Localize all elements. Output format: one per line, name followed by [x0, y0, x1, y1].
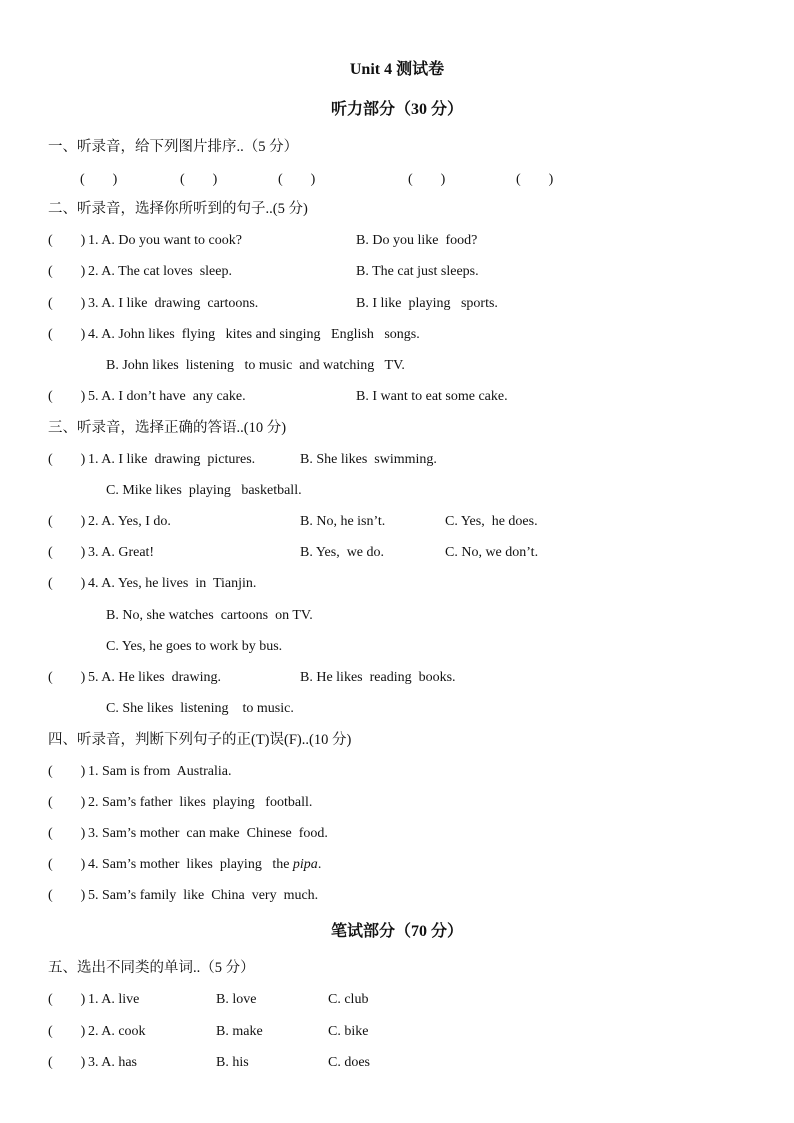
answer-blank[interactable]: ( )	[48, 296, 86, 311]
answer-blank[interactable]: ( )	[408, 172, 446, 187]
question-option-a: 4. A. John likes flying kites and singing English songs.	[88, 327, 420, 342]
question-option-a: 2. A. Yes, I do.	[88, 514, 171, 529]
question-option-b: B. his	[216, 1055, 249, 1070]
part1-heading: 一、听录音，给下列图片排序..（5 分）	[48, 139, 299, 155]
question-option-a: 1. A. Do you want to cook?	[88, 233, 242, 248]
question-option-a: 3. A. has	[88, 1055, 137, 1070]
question-option-a: 2. A. The cat loves sleep.	[88, 264, 232, 279]
question-option-b: B. I want to eat some cake.	[356, 389, 508, 404]
part5-heading: 五、选出不同类的单词..（5 分）	[48, 960, 255, 976]
writing-section-title: 笔试部分（70 分）	[330, 923, 463, 940]
question-option-b: B. No, he isn’t.	[300, 514, 386, 529]
question-option-b: B. Yes, we do.	[300, 545, 385, 560]
answer-blank[interactable]: ( )	[48, 1055, 86, 1070]
question-option-b: B. make	[216, 1024, 263, 1039]
question-option-b: B. The cat just sleeps.	[356, 264, 479, 279]
answer-blank[interactable]: ( )	[48, 857, 86, 872]
answer-blank[interactable]: ( )	[48, 670, 86, 685]
statement-text-italic: pipa	[292, 857, 318, 872]
question-option-a: 3. A. I like drawing cartoons.	[88, 296, 259, 311]
answer-blank[interactable]: ( )	[48, 992, 86, 1007]
answer-blank[interactable]: ( )	[278, 172, 316, 187]
question-option-c: C. No, we don’t.	[445, 545, 539, 560]
question-option-c: C. does	[328, 1055, 370, 1070]
answer-blank[interactable]: ( )	[180, 172, 218, 187]
question-option-b: B. love	[216, 992, 257, 1007]
question-option-c: C. club	[328, 992, 369, 1007]
question-option-c: C. Yes, he goes to work by bus.	[106, 639, 283, 654]
question-option-c: C. bike	[328, 1024, 369, 1039]
question-option-c: C. Yes, he does.	[445, 514, 538, 529]
part3-heading: 三、听录音，选择正确的答语..(10 分)	[48, 420, 287, 436]
answer-blank[interactable]: ( )	[48, 327, 86, 342]
question-option-a: 1. A. I like drawing pictures.	[88, 452, 256, 467]
answer-blank[interactable]: ( )	[48, 1024, 86, 1039]
question-option-a: 2. A. cook	[88, 1024, 146, 1039]
statement-text: 1. Sam is from Australia.	[88, 764, 232, 779]
answer-blank[interactable]: ( )	[48, 452, 86, 467]
answer-blank[interactable]: ( )	[48, 389, 86, 404]
part4-heading: 四、听录音，判断下列句子的正(T)误(F)..(10 分)	[48, 732, 352, 748]
question-option-c: C. She likes listening to music.	[106, 701, 294, 716]
question-option-b: B. John likes listening to music and watching TV.	[106, 358, 405, 373]
question-option-a: 5. A. I don’t have any cake.	[88, 389, 246, 404]
statement-text: 2. Sam’s father likes playing football.	[88, 795, 313, 810]
answer-blank[interactable]: ( )	[48, 826, 86, 841]
answer-blank[interactable]: ( )	[516, 172, 554, 187]
statement-text-pre: 4. Sam’s mother likes playing the	[88, 857, 293, 872]
part2-heading: 二、听录音，选择你所听到的句子..(5 分)	[48, 201, 308, 217]
question-option-b: B. He likes reading books.	[300, 670, 456, 685]
statement-text: 5. Sam’s family like China very much.	[88, 888, 319, 903]
question-option-c: C. Mike likes playing basketball.	[106, 483, 302, 498]
answer-blank[interactable]: ( )	[48, 264, 86, 279]
page-title: Unit 4 测试卷	[349, 61, 445, 78]
statement-text-post: .	[317, 857, 322, 872]
listening-section-title: 听力部分（30 分）	[330, 101, 463, 118]
answer-blank[interactable]: ( )	[48, 545, 86, 560]
statement-text	[88, 855, 321, 875]
question-option-a: 5. A. He likes drawing.	[88, 670, 221, 685]
answer-blank[interactable]: ( )	[48, 764, 86, 779]
answer-blank[interactable]: ( )	[48, 888, 86, 903]
answer-blank[interactable]: ( )	[48, 795, 86, 810]
answer-blank[interactable]: ( )	[80, 172, 118, 187]
question-option-a: 1. A. live	[88, 992, 140, 1007]
question-option-a: 3. A. Great!	[88, 545, 155, 560]
question-option-b: B. She likes swimming.	[300, 452, 437, 467]
answer-blank[interactable]: ( )	[48, 233, 86, 248]
statement-text: 3. Sam’s mother can make Chinese food.	[88, 826, 328, 841]
answer-blank[interactable]: ( )	[48, 514, 86, 529]
question-option-b: B. No, she watches cartoons on TV.	[106, 608, 313, 623]
question-option-b: B. Do you like food?	[356, 233, 478, 248]
question-option-b: B. I like playing sports.	[356, 296, 498, 311]
question-option-a: 4. A. Yes, he lives in Tianjin.	[88, 576, 257, 591]
answer-blank[interactable]: ( )	[48, 576, 86, 591]
